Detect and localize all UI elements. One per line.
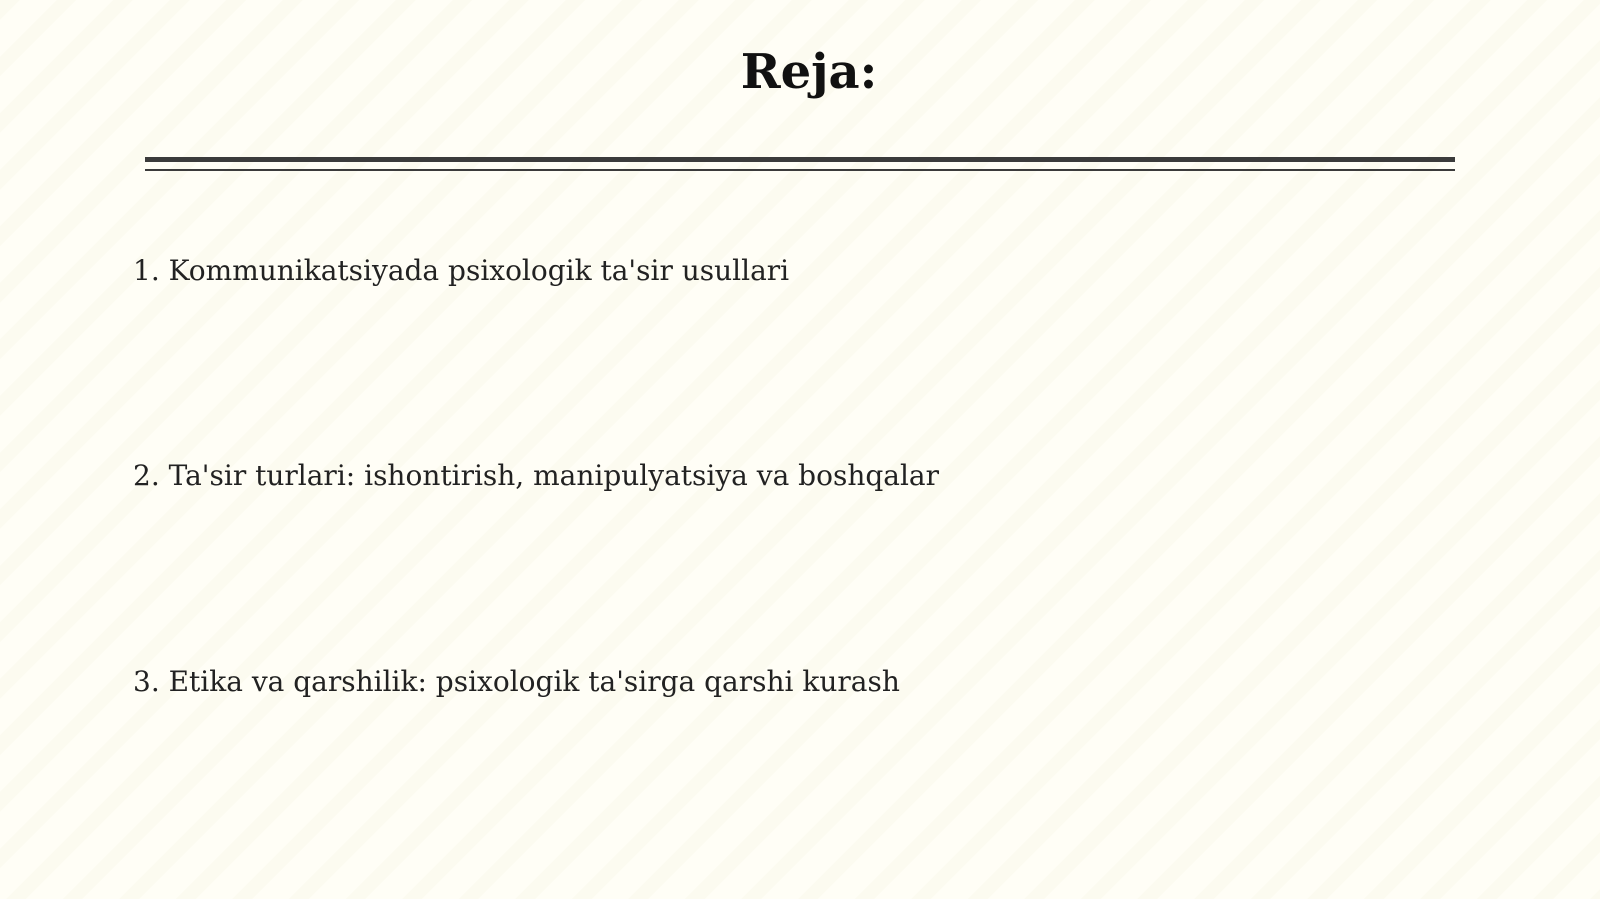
plan-item-3: 3. Etika va qarshilik: psixologik ta'sirga qarshi kurash — [133, 665, 900, 698]
slide-title: Reja: — [740, 44, 878, 100]
title-divider-thick — [145, 157, 1455, 162]
title-divider-thin — [145, 169, 1455, 171]
plan-item-1: 1. Kommunikatsiyada psixologik ta'sir usullari — [133, 254, 790, 287]
plan-item-2: 2. Ta'sir turlari: ishontirish, manipulyatsiya va boshqalar — [133, 459, 939, 492]
